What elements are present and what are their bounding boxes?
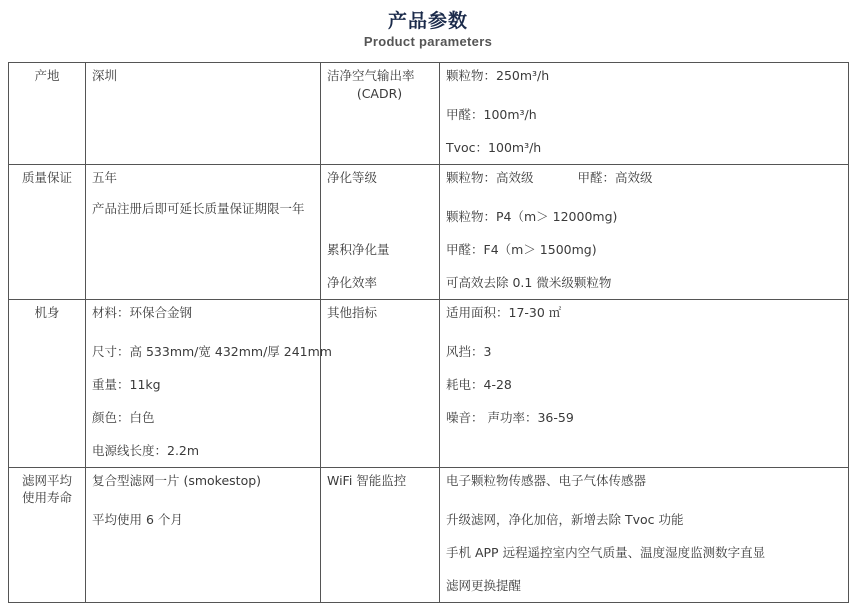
value-line: 复合型滤网一片 (smokestop) — [92, 473, 262, 488]
attribute-spacer — [327, 200, 432, 233]
detail-line: 可高效去除 0.1 微米级颗粒物 — [446, 275, 612, 290]
attribute-cell — [321, 63, 440, 165]
detail-line: Tvoc：100m³/h — [446, 140, 542, 155]
detail-cell — [440, 300, 849, 468]
table-row — [9, 468, 849, 603]
detail-line: 风挡：3 — [446, 344, 492, 359]
attribute-line: 洁净空气输出率 — [327, 68, 415, 83]
page-subtitle: Product parameters — [363, 34, 493, 49]
detail-line: 甲醛：F4（m＞ 1500mg) — [446, 242, 597, 257]
value-cell — [86, 468, 321, 603]
value-line: 产品注册后即可延长质量保证期限一年 — [92, 201, 305, 216]
detail-line: 升级滤网，净化加倍，新增去除 Tvoc 功能 — [446, 512, 684, 527]
detail-line: 耗电：4-28 — [446, 377, 512, 392]
value-cell — [86, 300, 332, 468]
value-line: 颜色：白色 — [92, 410, 155, 425]
value-line: 材料：环保合金钢 — [92, 305, 193, 320]
detail-line: 颗粒物：P4（m＞ 12000mg) — [446, 209, 618, 224]
row-label-cell — [9, 468, 86, 603]
detail-line: 甲醛：高效级 — [577, 170, 653, 185]
row-label: 使用寿命 — [21, 490, 72, 505]
row-label-cell — [9, 63, 86, 165]
row-label: 产地 — [34, 68, 60, 83]
attribute-line: WiFi 智能监控 — [327, 473, 407, 488]
table-row — [9, 63, 849, 165]
value-line: 重量：11kg — [92, 377, 161, 392]
detail-line: 甲醛：100m³/h — [446, 107, 537, 122]
value-cell — [86, 165, 321, 300]
table-row — [9, 300, 849, 468]
value-line: 尺寸：高 533mm/宽 432mm/厚 241mm — [92, 344, 332, 359]
detail-line: 滤网更换提醒 — [446, 578, 522, 593]
detail-line: 颗粒物：高效级 — [446, 170, 534, 185]
detail-cell — [440, 468, 849, 603]
attribute-line: 净化效率 — [327, 275, 378, 290]
value-line: 电源线长度：2.2m — [92, 443, 200, 458]
row-label-cell — [9, 300, 86, 468]
row-label: 质量保证 — [21, 170, 72, 185]
detail-cell — [440, 63, 849, 165]
detail-line: 颗粒物：250m³/h — [446, 68, 550, 83]
page-title: 产品参数 — [387, 10, 468, 32]
value-cell — [86, 63, 321, 165]
detail-line: 电子颗粒物传感器、电子气体传感器 — [446, 473, 647, 488]
attribute-cell — [321, 468, 440, 603]
parameter-table — [8, 62, 849, 603]
attribute-line: 净化等级 — [327, 170, 378, 185]
value-line: 深圳 — [92, 68, 118, 83]
detail-line: 噪音： 声功率：36-59 — [446, 410, 574, 425]
row-label: 机身 — [34, 305, 60, 320]
attribute-cell — [321, 165, 440, 300]
table-row — [9, 165, 849, 300]
attribute-line: (CADR) — [356, 86, 403, 101]
value-line: 平均使用 6 个月 — [92, 512, 183, 527]
attribute-cell — [321, 300, 440, 468]
detail-line: 适用面积：17-30 ㎡ — [446, 305, 562, 320]
value-line: 五年 — [92, 170, 118, 185]
row-label: 滤网平均 — [21, 473, 72, 488]
detail-line: 手机 APP 远程遥控室内空气质量、温度湿度监测数字直显 — [446, 545, 766, 560]
attribute-line: 累积净化量 — [327, 242, 390, 257]
attribute-line: 其他指标 — [327, 305, 378, 320]
row-label-cell — [9, 165, 86, 300]
detail-cell — [440, 165, 849, 300]
